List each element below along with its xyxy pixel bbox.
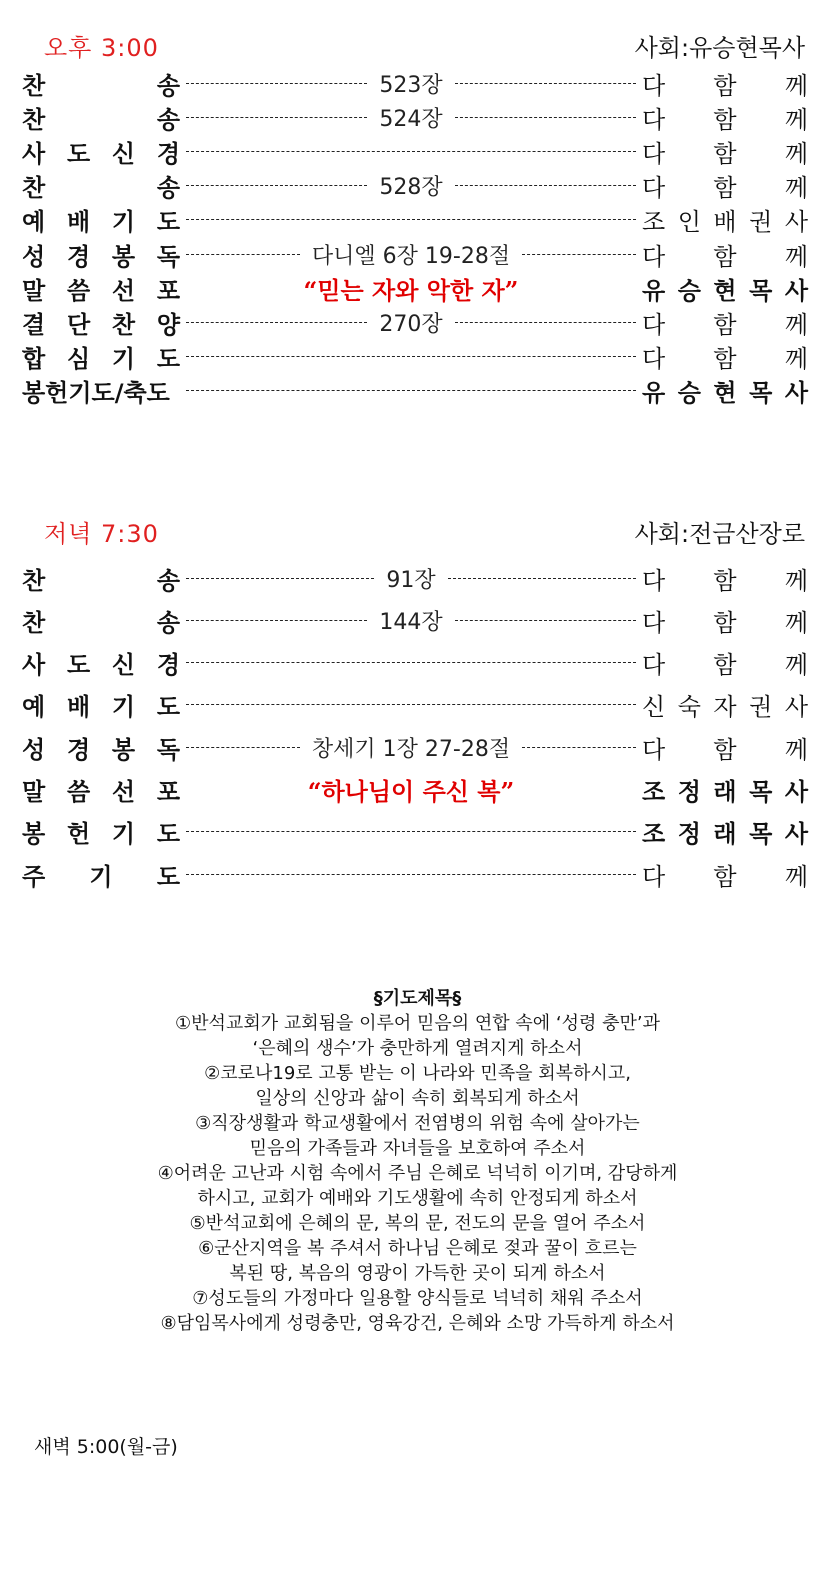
- prayer-line: ⑥군산지역을 복 주셔서 하나님 은혜로 젖과 꿀이 흐르는: [198, 1238, 637, 1259]
- program-item: 예 배 기 도: [22, 208, 180, 237]
- program-reference: 523장: [379, 72, 443, 98]
- program-presenter: 다 함 께: [642, 174, 808, 203]
- prayer-line: ⑤반석교회에 은혜의 문, 복의 문, 전도의 문을 열어 주소서: [189, 1213, 646, 1234]
- program-detail: [186, 239, 636, 270]
- program-detail: [186, 307, 636, 338]
- evening-leader: 사회:전금산장로: [634, 520, 805, 548]
- program-presenter: 조 정 래 목 사: [642, 820, 808, 849]
- program-item: 사 도 신 경: [22, 651, 180, 680]
- program-row: [22, 203, 808, 237]
- prayer-line: ②코로나19로 고통 받는 이 나라와 민족을 회복하시고,: [204, 1063, 631, 1084]
- program-presenter: 조 인 배 권 사: [642, 208, 808, 237]
- program-detail: [186, 831, 636, 832]
- program-row: [22, 271, 808, 305]
- program-reference: 524장: [379, 106, 443, 132]
- leader-dashes: [186, 578, 374, 579]
- program-presenter: 다 함 께: [642, 345, 808, 374]
- prayer-line: 믿음의 가족들과 자녀들을 보호하여 주소서: [249, 1138, 586, 1159]
- program-row: [22, 340, 808, 374]
- program-item: 성 경 봉 독: [22, 242, 180, 271]
- prayer-line: ⑧담임목사에게 성령충만, 영육강건, 은혜와 소망 가득하게 하소서: [160, 1313, 675, 1334]
- afternoon-time: 오후 3:00: [44, 34, 159, 62]
- program-item: 성 경 봉 독: [22, 735, 180, 764]
- program-item: 찬 송: [22, 105, 180, 134]
- leader-dashes: [186, 254, 300, 255]
- program-presenter: 조 정 래 목 사: [642, 778, 808, 806]
- leader-dashes: [455, 620, 636, 621]
- program-detail: [186, 390, 636, 391]
- program-detail: [186, 772, 636, 807]
- program-row: [22, 305, 808, 339]
- program-item: 예 배 기 도: [22, 693, 180, 722]
- leader-dashes: [186, 185, 367, 186]
- program-presenter: 다 함 께: [642, 310, 808, 339]
- program-row: [22, 603, 808, 637]
- program-row: [22, 100, 808, 134]
- leader-dashes: [186, 390, 636, 391]
- prayer-line: ③직장생활과 학교생활에서 전염병의 위험 속에 살아가는: [195, 1113, 640, 1134]
- prayer-line: ①반석교회가 교회됨을 이루어 믿음의 연합 속에 ‘성령 충만’과: [175, 1013, 660, 1034]
- leader-dashes: [186, 831, 636, 832]
- program-item: 찬 송: [22, 71, 180, 100]
- leader-dashes: [522, 747, 636, 748]
- program-row: [22, 646, 808, 680]
- program-reference: 다니엘 6장 19-28절: [311, 243, 511, 269]
- program-detail: [186, 563, 636, 594]
- prayer-lines: [0, 1011, 835, 1336]
- prayer-line: 하시고, 교회가 예배와 기도생활에 속히 안정되게 하소서: [197, 1188, 638, 1209]
- program-detail: [186, 68, 636, 99]
- program-detail: [186, 874, 636, 875]
- leader-dashes: [186, 662, 636, 663]
- evening-time: 저녁 7:30: [44, 520, 159, 548]
- program-detail: [186, 170, 636, 201]
- program-item: 말 씀 선 포: [22, 778, 180, 806]
- program-row: [22, 857, 808, 891]
- program-presenter: 다 함 께: [642, 566, 808, 595]
- program-row: [22, 773, 808, 807]
- program-reference: 144장: [379, 609, 443, 635]
- program-presenter: 다 함 께: [642, 105, 808, 134]
- program-reference: 528장: [379, 175, 443, 201]
- prayer-title: §기도제목§: [373, 988, 462, 1009]
- leader-dashes: [455, 83, 636, 84]
- leader-dashes: [186, 747, 300, 748]
- program-row: [22, 134, 808, 168]
- prayer-line: 일상의 신앙과 삶이 속히 회복되게 하소서: [255, 1088, 580, 1109]
- program-presenter: 다 함 께: [642, 735, 808, 764]
- leader-dashes: [522, 254, 636, 255]
- program-reference: 창세기 1장 27-28절: [311, 736, 511, 762]
- program-detail: [186, 732, 636, 763]
- prayer-line: ⑦성도들의 가정마다 일용할 양식들로 넉넉히 채워 주소서: [192, 1288, 643, 1309]
- program-presenter: 다 함 께: [642, 139, 808, 168]
- program-detail: [186, 356, 636, 357]
- program-presenter: 다 함 께: [642, 608, 808, 637]
- afternoon-leader: 사회:유승현목사: [634, 34, 805, 62]
- program-row: [22, 374, 808, 408]
- leader-dashes: [448, 578, 636, 579]
- leader-dashes: [186, 151, 636, 152]
- leader-dashes: [186, 117, 367, 118]
- leader-dashes: [455, 185, 636, 186]
- program-detail: [186, 704, 636, 705]
- leader-dashes: [186, 874, 636, 875]
- sermon-title: “믿는 자와 악한 자”: [303, 275, 519, 305]
- program-row: [22, 688, 808, 722]
- program-presenter: 유 승 현 목 사: [642, 276, 808, 305]
- prayer-line: ‘은혜의 생수’가 충만하게 열려지게 하소서: [252, 1038, 583, 1059]
- leader-dashes: [186, 704, 636, 705]
- evening-header: [0, 514, 835, 554]
- prayer-line: 복된 땅, 복음의 영광이 가득한 곳이 되게 하소서: [229, 1263, 606, 1284]
- program-row: [22, 561, 808, 595]
- program-detail: [186, 662, 636, 663]
- leader-dashes: [455, 322, 636, 323]
- program-item: 찬 송: [22, 608, 180, 637]
- program-presenter: 신 숙 자 권 사: [642, 693, 808, 722]
- leader-dashes: [186, 219, 636, 220]
- program-row: [22, 730, 808, 764]
- prayer-topics: [0, 986, 835, 1336]
- program-presenter: 유 승 현 목 사: [642, 379, 808, 408]
- program-item: 찬 송: [22, 174, 180, 203]
- program-detail: [186, 219, 636, 220]
- program-reference: 91장: [386, 567, 436, 593]
- program-item: 결 단 찬 양: [22, 310, 180, 339]
- program-reference: 270장: [379, 311, 443, 337]
- program-presenter: 다 함 께: [642, 862, 808, 891]
- program-item: 합 심 기 도: [22, 345, 180, 374]
- leader-dashes: [455, 117, 636, 118]
- program-row: [22, 237, 808, 271]
- program-detail: [186, 102, 636, 133]
- leader-dashes: [186, 322, 367, 323]
- program-detail: [186, 271, 636, 306]
- program-item: 봉헌기도/축도: [22, 379, 170, 408]
- leader-dashes: [186, 356, 636, 357]
- sermon-title: “하나님이 주신 복”: [307, 777, 515, 806]
- program-item: 찬 송: [22, 566, 180, 595]
- program-detail: [186, 151, 636, 152]
- program-presenter: 다 함 께: [642, 242, 808, 271]
- program-item: 사 도 신 경: [22, 139, 180, 168]
- program-row: [22, 815, 808, 849]
- program-row: [22, 66, 808, 100]
- program-item: 말 씀 선 포: [22, 276, 180, 305]
- program-item: 주 기 도: [22, 862, 180, 891]
- prayer-line: ④어려운 고난과 시험 속에서 주님 은혜로 넉넉히 이기며, 감당하게: [157, 1163, 678, 1184]
- leader-dashes: [186, 83, 367, 84]
- dawn-service-time: 새벽 5:00(월-금): [34, 1436, 178, 1458]
- leader-dashes: [186, 620, 367, 621]
- afternoon-header: [0, 28, 835, 68]
- program-presenter: 다 함 께: [642, 651, 808, 680]
- program-item: 봉 헌 기 도: [22, 820, 180, 849]
- program-row: [22, 169, 808, 203]
- program-presenter: 다 함 께: [642, 71, 808, 100]
- program-detail: [186, 605, 636, 636]
